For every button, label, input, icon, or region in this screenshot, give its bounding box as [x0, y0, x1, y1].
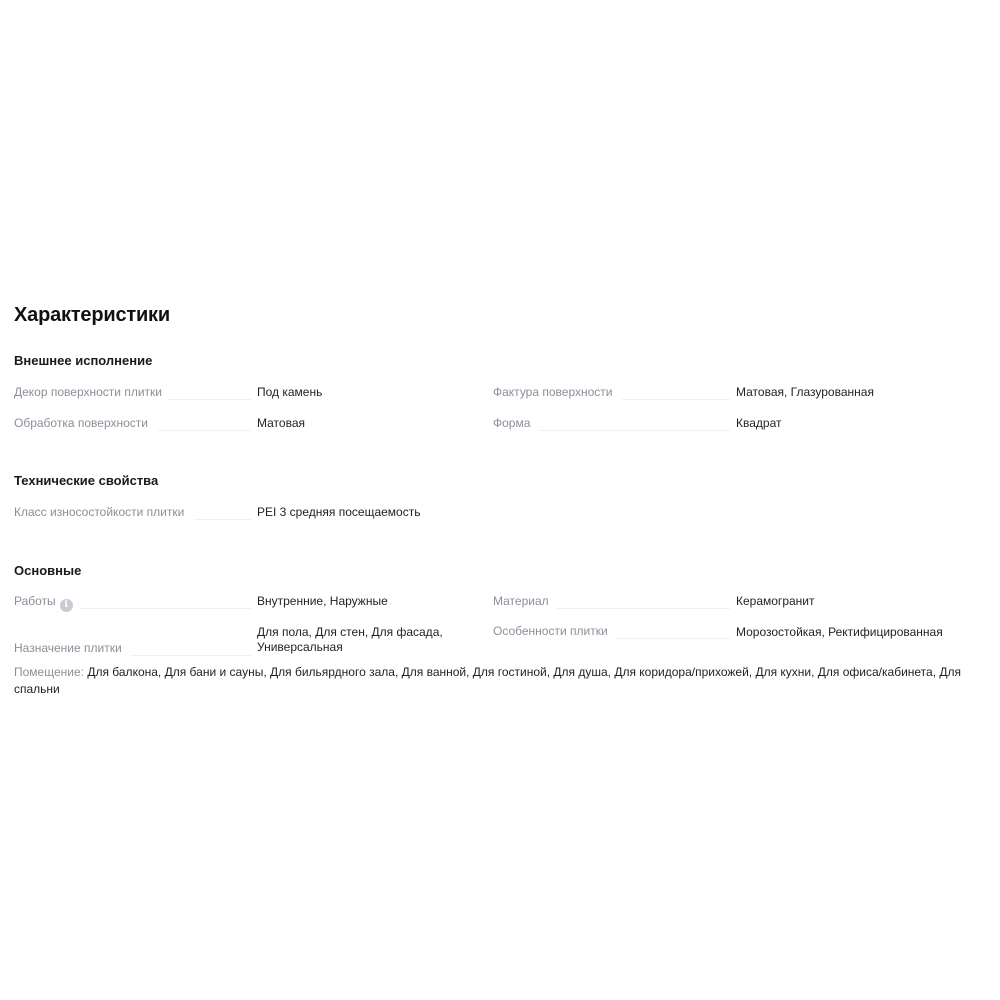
- page-title: Характеристики: [14, 304, 170, 326]
- row-divider: [556, 608, 730, 609]
- section-title-appearance: Внешнее исполнение: [14, 353, 153, 368]
- spec-value-material: Керамогранит: [736, 594, 815, 608]
- spec-value-decor: Под камень: [257, 385, 323, 399]
- spec-value-purpose-line2: Универсальная: [257, 640, 343, 654]
- spec-label-material: Материал: [493, 594, 549, 608]
- row-divider: [622, 399, 730, 400]
- spec-value-processing: Матовая: [257, 416, 305, 430]
- spec-label-wear-class: Класс износостойкости плитки: [14, 505, 185, 519]
- row-divider: [194, 519, 252, 520]
- row-divider: [158, 430, 252, 431]
- row-divider: [538, 430, 730, 431]
- spec-label-shape: Форма: [493, 416, 531, 430]
- spec-value-texture: Матовая, Глазурованная: [736, 385, 874, 399]
- spec-value-purpose-line1: Для пола, Для стен, Для фасада,: [257, 625, 443, 639]
- info-icon[interactable]: i: [60, 599, 73, 612]
- spec-value-features: Морозостойкая, Ректифицированная: [736, 625, 943, 639]
- spec-value-purpose: [257, 625, 443, 655]
- spec-value-shape: Квадрат: [736, 416, 782, 430]
- spec-value-works: Внутренние, Наружные: [257, 594, 388, 608]
- section-title-technical: Технические свойства: [14, 473, 159, 488]
- spec-row-rooms: [14, 664, 980, 698]
- row-divider: [168, 399, 252, 400]
- spec-value-rooms: Для балкона, Для бани и сауны, Для бильярдного зала, Для ванной, Для гостиной, Для душа, Для коридора/прихожей, Для кухни, Для офиса/кабинета, Для спальни: [14, 665, 962, 696]
- spec-label-texture: Фактура поверхности: [493, 385, 613, 399]
- spec-label-processing: Обработка поверхности: [14, 416, 148, 430]
- row-divider: [80, 608, 252, 609]
- spec-label-works: [14, 594, 73, 612]
- spec-label-works-text: Работы: [14, 594, 56, 608]
- spec-label-purpose: Назначение плитки: [14, 641, 122, 655]
- spec-label-features: Особенности плитки: [493, 624, 608, 638]
- spec-label-decor: Декор поверхности плитки: [14, 385, 162, 399]
- row-divider: [130, 655, 252, 656]
- spec-label-rooms: Помещение:: [14, 665, 84, 679]
- section-title-main: Основные: [14, 563, 82, 578]
- row-divider: [616, 638, 730, 639]
- spec-value-wear-class: PEI 3 средняя посещаемость: [257, 505, 421, 519]
